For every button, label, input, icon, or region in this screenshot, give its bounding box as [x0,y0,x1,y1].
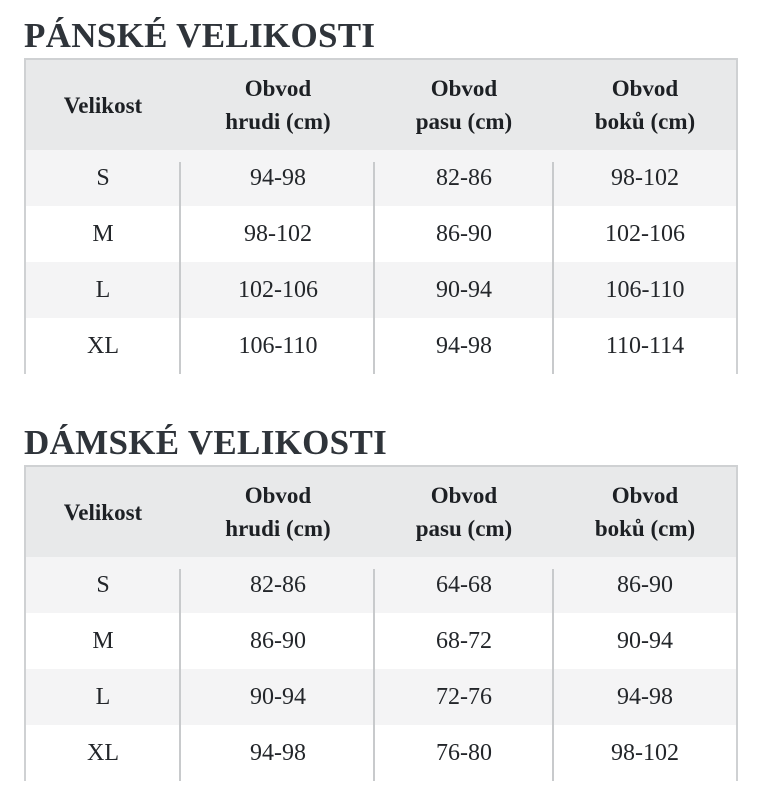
table-row [26,262,736,318]
table-header [26,467,736,557]
cell-waist: 94-98 [436,332,492,359]
cell-hips: 98-102 [611,739,679,766]
cell-hips: 90-94 [617,627,673,654]
cell-size: M [92,627,114,654]
cell-chest: 82-86 [250,571,306,598]
cell-size: S [96,571,110,598]
mens-size-title: PÁNSKÉ VELIKOSTI [24,16,376,55]
table-header [26,60,736,150]
column-divider [373,162,375,374]
cell-hips: 94-98 [617,683,673,710]
cell-hips: 110-114 [605,332,685,359]
cell-waist: 76-80 [436,739,492,766]
cell-size: XL [87,332,119,359]
cell-size: M [92,220,114,247]
womens-size-title: DÁMSKÉ VELIKOSTI [24,423,388,462]
cell-chest: 90-94 [250,683,306,710]
column-divider [552,569,554,781]
table-row [26,669,736,725]
womens-size-table [24,465,738,781]
header-hips: Obvod boků (cm) [594,483,696,541]
table-row [26,725,736,781]
cell-waist: 68-72 [436,627,492,654]
cell-chest: 94-98 [250,739,306,766]
header-size: Velikost [63,92,143,118]
cell-hips: 106-110 [605,276,685,303]
cell-hips: 102-106 [605,220,685,247]
cell-waist: 90-94 [436,276,492,303]
cell-chest: 98-102 [244,220,312,247]
header-chest: Obvod hrudi (cm) [225,483,331,541]
table-row [26,318,736,374]
cell-waist: 82-86 [436,164,492,191]
header-waist: Obvod pasu (cm) [415,483,513,541]
column-divider [179,569,181,781]
cell-waist: 64-68 [436,571,492,598]
cell-chest: 94-98 [250,164,306,191]
cell-chest: 106-110 [238,332,318,359]
header-hips: Obvod boků (cm) [594,76,696,134]
table-row [26,557,736,613]
column-divider [552,162,554,374]
cell-waist: 72-76 [436,683,492,710]
cell-waist: 86-90 [436,220,492,247]
table-row [26,613,736,669]
cell-size: S [96,164,110,191]
cell-chest: 102-106 [238,276,318,303]
header-size: Velikost [63,499,143,525]
header-chest: Obvod hrudi (cm) [225,76,331,134]
cell-size: L [95,683,111,710]
header-waist: Obvod pasu (cm) [415,76,513,134]
column-divider [179,162,181,374]
table-row [26,150,736,206]
column-divider [373,569,375,781]
mens-size-table [24,58,738,374]
cell-size: L [95,276,111,303]
cell-hips: 98-102 [611,164,679,191]
cell-hips: 86-90 [617,571,673,598]
table-row [26,206,736,262]
cell-chest: 86-90 [250,627,306,654]
cell-size: XL [87,739,119,766]
